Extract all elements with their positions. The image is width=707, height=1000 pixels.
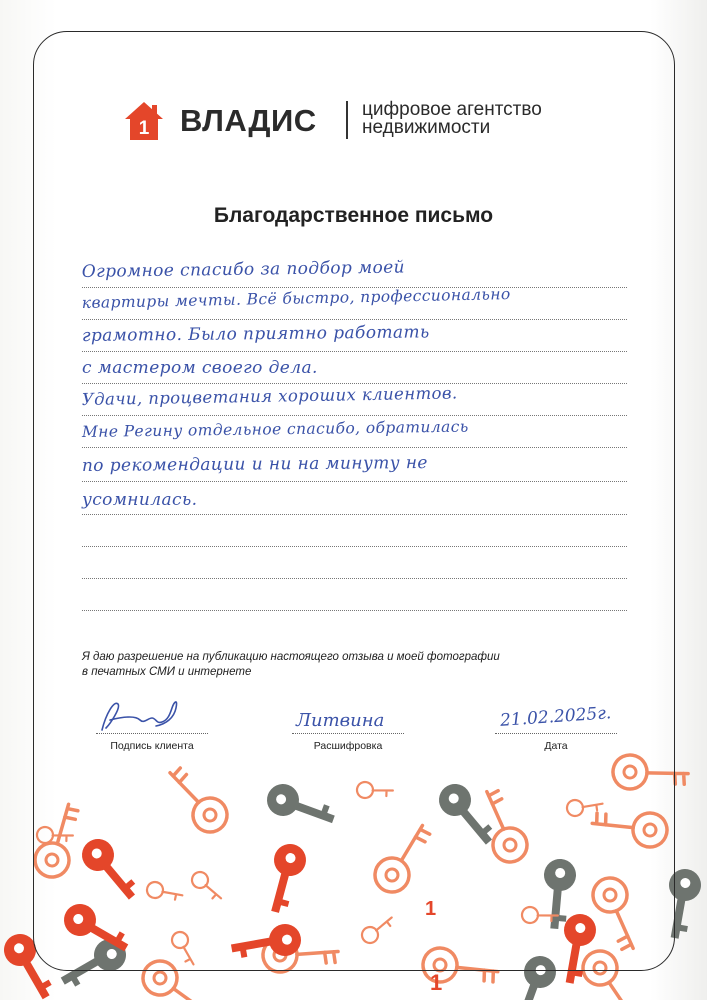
svg-text:1: 1 (425, 898, 437, 920)
handwritten-line-5: Удачи, процветания хороших клиентов. (81, 383, 458, 409)
tagline-line-1: цифровое агентство (362, 99, 542, 120)
brand-tagline (362, 101, 602, 137)
writing-line (82, 609, 627, 611)
logo-divider (346, 101, 348, 139)
date-value: 21.02.2025г. (499, 703, 612, 731)
handwritten-line-3: грамотно. Было приятно работать (81, 322, 430, 346)
handwritten-line-1: Огромное спасибо за подбор моей (81, 257, 406, 282)
writing-line (82, 545, 627, 547)
writing-line (82, 382, 627, 384)
client-signature (96, 694, 196, 736)
writing-line (82, 350, 627, 352)
svg-text:1: 1 (430, 970, 443, 995)
transcript-caption: Расшифровка (313, 740, 383, 752)
writing-line (82, 446, 627, 448)
tagline-line-2: недвижимости (362, 117, 491, 138)
client-signature-caption: Подпись клиента (110, 740, 194, 752)
date-caption: Дата (544, 740, 568, 752)
handwritten-line-8: усомнилась. (82, 490, 198, 510)
writing-line (82, 318, 627, 320)
consent-line-1: Я даю разрешение на публикацию настоящего отзыва и моей фотографии (82, 651, 500, 663)
client-signature-line (96, 732, 208, 734)
handwritten-line-4: с мастером своего дела. (82, 358, 318, 378)
date-line (495, 732, 617, 734)
publication-consent (82, 650, 622, 680)
letter-title: Благодарственное письмо (213, 204, 494, 227)
writing-line (82, 480, 627, 482)
house-digit: 1 (138, 118, 150, 139)
transcript-signature (292, 700, 402, 734)
writing-line (82, 513, 627, 515)
handwritten-line-2: квартиры мечты. Всё быстро, профессионально (81, 285, 511, 312)
brand-name: ВЛАДИС (180, 103, 317, 138)
handwritten-line-7: по рекомендации и ни на минуту не (81, 452, 428, 476)
consent-line-2: в печатных СМИ и интернете (82, 666, 252, 678)
writing-line (82, 414, 627, 416)
writing-line (82, 577, 627, 579)
transcript-line (292, 732, 404, 734)
handwritten-line-6: Мне Регину отдельное спасибо, обратилась (81, 417, 469, 441)
house-logo-icon (124, 101, 164, 141)
transcript-value: Литвина (296, 710, 385, 731)
